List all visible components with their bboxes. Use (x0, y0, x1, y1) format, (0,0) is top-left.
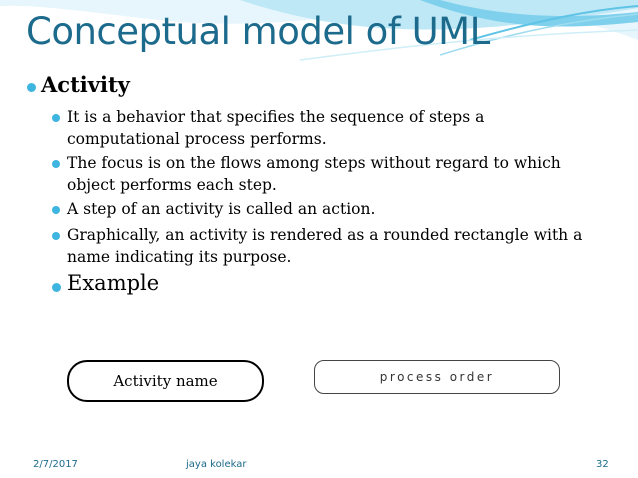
slide-title: Conceptual model of UML (26, 10, 490, 53)
bullet-icon (52, 206, 60, 214)
bullet-text-4: Graphically, an activity is rendered as a rounded rectangle with a name indicating its purpose. (67, 226, 583, 266)
bullet-text-3: A step of an activity is called an action. (67, 200, 376, 218)
bullet-text-1: It is a behavior that specifies the sequence of steps a computational process performs. (67, 108, 485, 148)
footer-page-number: 32 (596, 459, 609, 470)
footer-date: 2/7/2017 (33, 459, 78, 470)
footer-author: jaya kolekar (186, 459, 247, 470)
example-bullet-icon (52, 283, 61, 292)
activity-node (67, 360, 264, 402)
heading-activity: Activity (41, 72, 130, 97)
process-order-node (314, 360, 560, 394)
bullet-icon (52, 160, 60, 168)
activity-node-label: Activity name (113, 372, 218, 390)
bullet-icon (52, 232, 60, 240)
process-order-label: process order (379, 370, 495, 384)
bullet-text-2: The focus is on the flows among steps without regard to which object performs each step. (67, 154, 561, 194)
heading-bullet-icon (27, 83, 36, 92)
bullet-icon (52, 114, 60, 122)
example-label: Example (67, 271, 160, 295)
